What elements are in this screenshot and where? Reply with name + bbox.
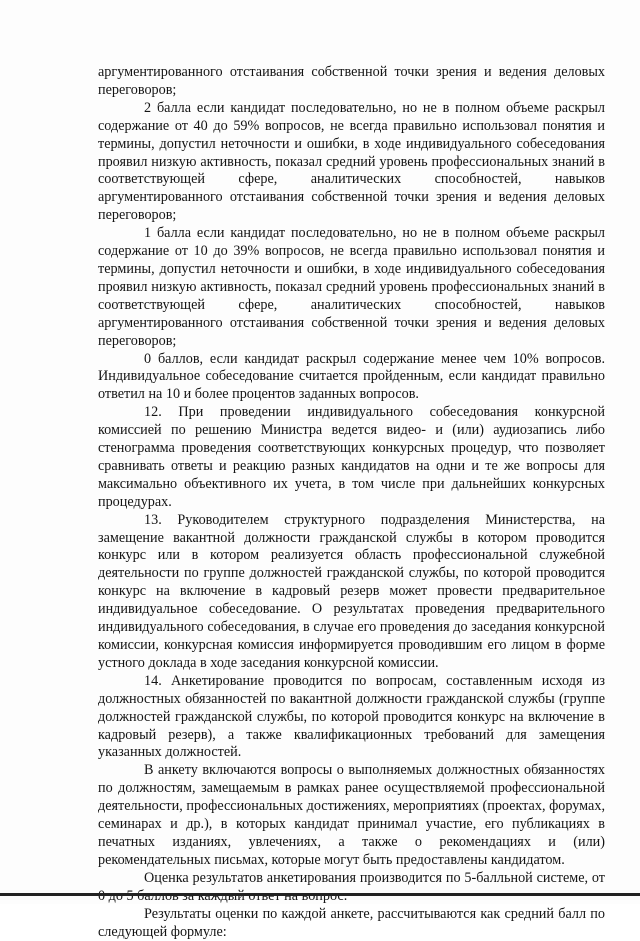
paragraph-item-14: 14. Анкетирование проводится по вопросам, составленным исходя из должностных обязанностей по вакантной должности гражданской службы (группе должностей гражданской службы, по которой проводится конкурс на включение в кадровый резерв), а также квалификационных требований для замещения указанных должностей.	[98, 672, 605, 761]
paragraph-questionnaire-scoring: Оценка результатов анкетирования производится по 5-балльной системе, от	[144, 869, 605, 886]
paragraph-formula-intro: Результаты оценки по каждой анкете, рассчитываются как средний балл по следующей формуле:	[98, 905, 605, 940]
paragraph-questionnaire-content: В анкету включаются вопросы о выполняемых должностных обязанностях по должностям, замещаемым в рамках ранее осуществляемой профессиональной деятельности, профессиональных достижениях, мероприятиях (проектах, форумах, семинарах и др.), в которых кандидат принимал участие, его публикациях в печатных изданиях, увлечениях, а также о рекомендациях и (или) рекомендательных письмах, которые могут быть предоставлены кандидатом.	[98, 762, 605, 868]
paragraph-item-13: 13. Руководителем структурного подразделения Министерства, на замещение вакантной должности гражданской службы в котором проводится конкурс или в котором реализуется область профессиональной служебной деятельности по группе должностей гражданской службы, по которой проводится конкурс на включение в кадровый резерв может провести предварительное индивидуальное собеседование. О результатах проведения предварительного индивидуального собеседования, в случае его проведения до заседания конкурсной комиссии, конкурсная комиссия информируется проводившим его лицом в форме устного доклада в ходе заседания конкурсной комиссии.	[98, 511, 605, 671]
paragraph-score-0: 0 баллов, если кандидат раскрыл содержание менее чем 10% вопросов. Индивидуальное собеседование считается пройденным, если кандидат правильно ответил на 10 и более процентов заданных вопросов.	[98, 350, 605, 403]
paragraph-continuation: аргументированного отстаивания собственной точки зрения и ведения деловых переговоров;	[98, 64, 605, 98]
scan-bottom-edge	[0, 893, 640, 896]
paragraph-score-1: 1 балла если кандидат последовательно, но не в полном объеме раскрыл содержание от 10 до 39% вопросов, не всегда правильно использовал понятия и термины, допустил неточности и ошибки, в ходе индивидуального собеседования проявил низкую активность, показал средний уровень профессиональных знаний в соответствующей сфере, аналитических способностей, навыков аргументированного отстаивания собственной точки зрения и ведения деловых переговоров;	[98, 225, 605, 349]
paragraph-item-12: 12. При проведении индивидуального собеседования конкурсной комиссией по решению Министра ведется видео- и (или) аудиозапись либо стенограмма проведения соответствующих конкурсных процедур, что позволяет сравнивать ответы и реакцию разных кандидатов на одни и те же вопросы для максимально объективного их учета, в том числе при дальнейших конкурсных процедурах.	[98, 404, 605, 510]
document-body	[98, 64, 605, 941]
paragraph-score-2: 2 балла если кандидат последовательно, но не в полном объеме раскрыл содержание от 40 до 59% вопросов, не всегда правильно использовал понятия и термины, допустил неточности и ошибки, в ходе индивидуального собеседования проявил низкую активность, показал средний уровень профессиональных знаний в соответствующей сфере, аналитических способностей, навыков аргументированного отстаивания собственной точки зрения и ведения деловых переговоров;	[98, 99, 605, 224]
